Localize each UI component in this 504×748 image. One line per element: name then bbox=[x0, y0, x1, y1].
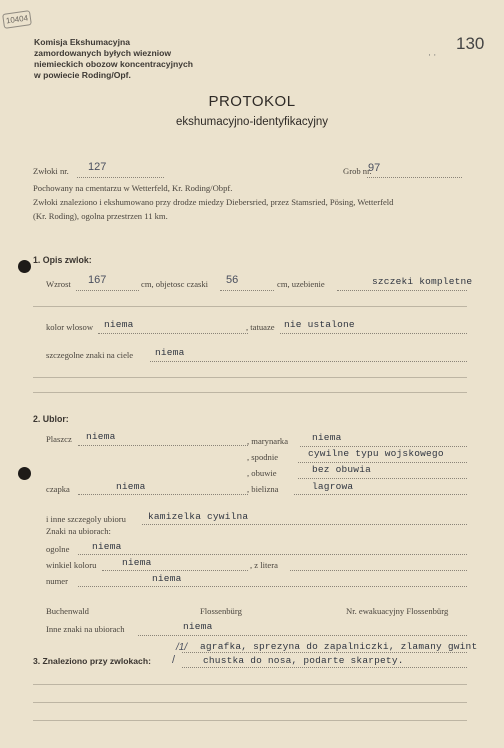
plaszcz-value: niema bbox=[86, 431, 116, 442]
grob-value: 97 bbox=[368, 162, 381, 174]
tatuaze-label: , tatuaze bbox=[246, 322, 275, 332]
grob-label: Grob nr. bbox=[343, 166, 372, 176]
czapka-value: niema bbox=[116, 481, 146, 492]
znaleziono-value-line-1: agrafka, sprezyna do zapalniczki, zlamany gwint bbox=[200, 641, 478, 652]
inne-znaki-value: niema bbox=[183, 621, 213, 632]
document-subtitle: ekshumacyjno-identyfikacyjny bbox=[175, 116, 329, 128]
org-line-1: Komisja Ekshumacyjna bbox=[34, 37, 131, 47]
section-3-heading: 3. Znaleziono przy zwlokach: bbox=[33, 656, 151, 666]
znalezione-line-2: (Kr. Roding), ogolna przestrzen 11 km. bbox=[33, 211, 168, 221]
item-hand-bracket: / bbox=[172, 654, 176, 666]
czaska-value: 56 bbox=[226, 274, 239, 286]
marynarka-value: niema bbox=[312, 432, 342, 443]
spodnie-value: cywilne typu wojskowego bbox=[308, 448, 444, 459]
org-line-3: niemieckich obozow koncentracyjnych bbox=[34, 59, 194, 69]
ogolne-value: niema bbox=[92, 541, 122, 552]
litera-label: , z litera bbox=[250, 560, 278, 570]
marynarka-label: , marynarka bbox=[247, 436, 289, 446]
binder-hole-2 bbox=[18, 467, 31, 480]
numer-label: numer bbox=[46, 576, 68, 586]
buchenwald-label: Buchenwald bbox=[46, 606, 89, 616]
znaleziono-value-line-2: chustka do nosa, podarte skarpety. bbox=[203, 655, 404, 666]
org-line-2: zamordowanych byłych wiezniow bbox=[34, 48, 172, 58]
znaki-ciele-label: szczegolne znaki na ciele bbox=[46, 350, 134, 360]
bielizna-value: lagrowa bbox=[312, 481, 354, 492]
binder-hole-1 bbox=[18, 260, 31, 273]
cm-objetosc-label: cm, objetosc czaski bbox=[141, 279, 209, 289]
inne-szczegoly-label: i inne szczegoly ubioru bbox=[46, 514, 126, 524]
wlosy-value: niema bbox=[104, 319, 134, 330]
ogolne-label: ogolne bbox=[46, 544, 70, 554]
spodnie-label: , spodnie bbox=[247, 452, 279, 462]
winkiel-label: winkiel koloru bbox=[46, 560, 97, 570]
inne-szczegoly-value: kamizelka cywilna bbox=[148, 511, 249, 522]
plaszcz-label: Plaszcz bbox=[46, 434, 72, 444]
inne-znaki-label: Inne znaki na ubiorach bbox=[46, 624, 125, 634]
org-line-4: w powiecie Roding/Opf. bbox=[34, 70, 131, 80]
section-2-heading: 2. Ublor: bbox=[33, 414, 69, 424]
archive-stamp: 10404 bbox=[2, 10, 32, 29]
zwloki-value: 127 bbox=[88, 161, 107, 173]
document-title: PROTOKOL bbox=[208, 93, 296, 110]
page-number-dots: · · bbox=[428, 50, 437, 60]
znalezione-line-1: Zwłoki znaleziono i ekshumowano przy drodze miedzy Diebersried, przez Stamsried, Pösing, Wetterfeld bbox=[33, 197, 394, 207]
nr-ewakuacyjny-label: Nr. ewakuacyjny Flossenbürg bbox=[346, 606, 449, 616]
pochowany-text: Pochowany na cmentarzu w Wetterfeld, Kr. Roding/Obpf. bbox=[33, 183, 233, 193]
uzebienie-value: szczeki kompletne bbox=[372, 276, 473, 287]
znaki-ciele-value: niema bbox=[155, 347, 185, 358]
tatuaze-value: nie ustalone bbox=[284, 319, 355, 330]
czapka-label: czapka bbox=[46, 484, 70, 494]
obuwie-value: bez obuwia bbox=[312, 464, 372, 475]
wlosy-label: kolor wlosow bbox=[46, 322, 94, 332]
znaki-ubiorach-label: Znaki na ubiorach: bbox=[46, 526, 111, 536]
item-hand-mark: /1/ bbox=[176, 642, 188, 653]
bielizna-label: , bielizna bbox=[247, 484, 279, 494]
wzrost-label: Wzrost bbox=[46, 279, 71, 289]
page-number: 130 bbox=[456, 34, 485, 53]
flossenburg-label: Flossenbürg bbox=[200, 606, 242, 616]
obuwie-label: , obuwie bbox=[247, 468, 277, 478]
section-1-heading: 1. Opis zwlok: bbox=[33, 255, 92, 265]
cm-uzebienie-label: cm, uzebienie bbox=[277, 279, 325, 289]
winkiel-value: niema bbox=[122, 557, 152, 568]
numer-value: niema bbox=[152, 573, 182, 584]
zwloki-label: Zwłoki nr. bbox=[33, 166, 69, 176]
wzrost-value: 167 bbox=[88, 274, 107, 286]
